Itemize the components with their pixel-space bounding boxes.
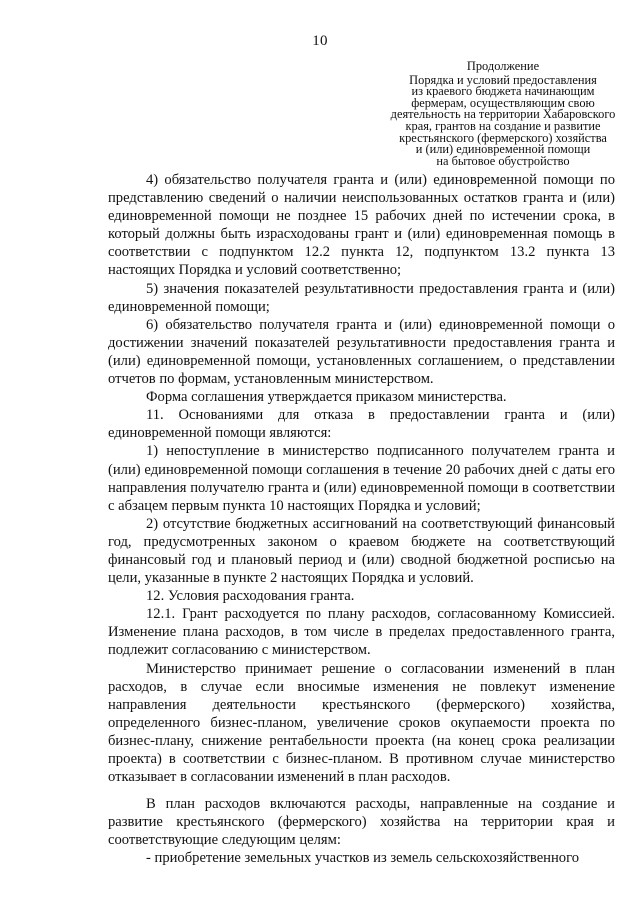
header-line: деятельность на территории Хабаровского xyxy=(390,107,616,122)
header-line: края, грантов на создание и развитие xyxy=(405,118,601,133)
paragraph: 11. Основаниями для отказа в предоставлении гранта и (или) единовременной помощи являются: xyxy=(108,407,615,442)
header-line: на бытовое обустройство xyxy=(436,153,570,168)
page-number: 10 xyxy=(312,33,328,49)
header-line: и (или) единовременной помощи xyxy=(415,142,591,157)
header-line: крестьянского (фермерского) хозяйства xyxy=(399,130,607,145)
paragraph: 5) значения показателей результативности предоставления гранта и (или) единовременной помощи; xyxy=(108,280,615,315)
paragraph: Министерство принимает решение о согласовании изменений в план расходов, в случае если вносимые изменения не повлекут изменение направления деятельности крестьянского (фермерского) хозяйства, определенного бизнес-планом, увеличение сроков окупаемости проекта по бизнес-плану, снижение рентабельности проекта (на конец срока реализации проекта) в соответствии с бизнес-планом. В противном случае министерство отказывает в согласовании изменений в план расходов. xyxy=(108,660,615,786)
paragraph: Форма соглашения утверждается приказом министерства. xyxy=(146,389,507,406)
header-line: Порядка и условий предоставления xyxy=(409,72,597,87)
paragraph: 6) обязательство получателя гранта и (или) единовременной помощи о достижении значений показателей результативности предоставления гранта и (или) единовременной помощи, установленных соглашением, о представлении отчетов по формам, установленным министерством. xyxy=(108,316,615,388)
header-title: Продолжение xyxy=(466,59,540,73)
paragraph: 12.1. Грант расходуется по плану расходов, согласованному Комиссией. Изменение плана расходов, в том числе в пределах предоставленного гранта, подлежит согласованию с министерством. xyxy=(108,606,615,659)
document-body xyxy=(108,171,615,868)
paragraph: В план расходов включаются расходы, направленные на создание и развитие крестьянского (фермерского) хозяйства на территории края и соответствующие следующим целям: xyxy=(108,796,615,849)
header-line: из краевого бюджета начинающим xyxy=(411,84,595,99)
paragraph: 12. Условия расходования гранта. xyxy=(146,588,355,605)
paragraph: 1) непоступление в министерство подписанного получателем гранта и (или) единовременной помощи соглашения в течение 20 рабочих дней с даты его направления получателю гранта и (или) единовременной помощи в соответствии с абзацем первым пункта 10 настоящих Порядка и условий; xyxy=(108,443,615,514)
header-line: фермерам, осуществляющим свою xyxy=(411,95,595,110)
paragraph: 4) обязательство получателя гранта и (или) единовременной помощи по представлению сведений о наличии неиспользованных остатков гранта и (или) единовременной помощи не позднее 15 рабочих дней по истечении срока, в который должны быть израсходованы грант и (или) единовременная помощь в соответствии с подпунктом 12.2 пункта 12, подпунктом 13.2 пункта 13 настоящих Порядка и условий соответственно; xyxy=(108,172,615,279)
paragraph: 2) отсутствие бюджетных ассигнований на соответствующий финансовый год, предусмотренных законом о краевом бюджете на соответствующий финансовый год и плановый период и (или) сводной бюджетной росписью на цели, указанные в пункте 2 настоящих Порядка и условий. xyxy=(108,515,615,587)
document-header xyxy=(378,61,628,167)
paragraph: - приобретение земельных участков из земель сельскохозяйственного xyxy=(146,850,580,867)
